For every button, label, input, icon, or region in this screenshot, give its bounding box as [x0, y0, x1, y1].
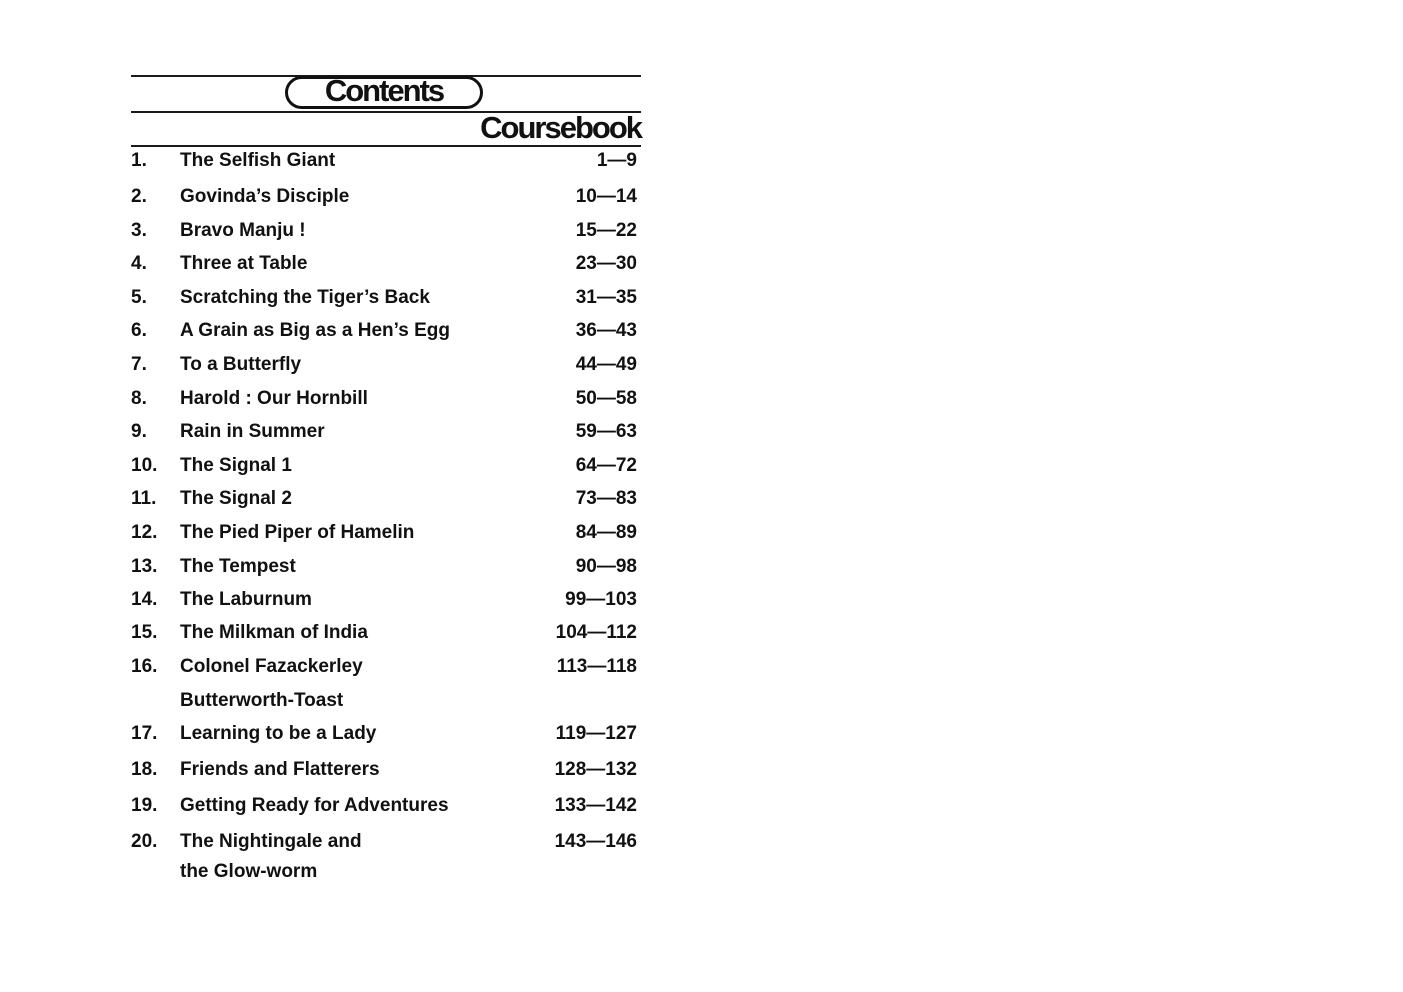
entry-number: 14. — [131, 589, 158, 610]
entry-title-line: Bravo Manju ! — [180, 220, 306, 241]
entry-title-line: Harold : Our Hornbill — [180, 388, 368, 409]
entry-title — [180, 283, 430, 313]
entry-title — [180, 755, 380, 785]
toc-entry — [131, 451, 637, 481]
entry-number: 19. — [131, 795, 158, 816]
entry-title-continuation: Butterworth-Toast — [180, 690, 344, 711]
entry-page-range: 84—89 — [575, 522, 637, 543]
entry-page-range: 31—35 — [575, 287, 637, 308]
entry-number: 12. — [131, 522, 158, 543]
entry-number: 18. — [131, 759, 158, 780]
entry-page-range: 36—43 — [575, 320, 637, 341]
entry-page-range: 104—112 — [555, 622, 637, 643]
toc-entry — [131, 652, 637, 711]
entry-title-line: Friends and Flatterers — [180, 759, 380, 780]
contents-heading-box — [285, 73, 483, 109]
entry-title-line: Govinda’s Disciple — [180, 186, 350, 207]
entry-title-line: The Laburnum — [180, 589, 312, 610]
toc-entry — [131, 791, 637, 821]
entry-page-range: 1—9 — [596, 150, 637, 171]
entry-page-range: 64—72 — [575, 455, 637, 476]
entry-title — [180, 585, 312, 615]
entry-number: 6. — [131, 320, 147, 341]
entry-title-line: Getting Ready for Adventures — [180, 795, 449, 816]
entry-number: 11. — [131, 488, 157, 509]
entry-number: 16. — [131, 656, 158, 677]
entry-page-range: 90—98 — [575, 556, 637, 577]
entry-page-range: 23—30 — [575, 253, 637, 274]
entry-title — [180, 618, 368, 648]
entry-number: 15. — [131, 622, 158, 643]
toc-entry — [131, 146, 637, 176]
entry-title — [180, 484, 292, 514]
entry-title — [180, 652, 363, 716]
entry-title-line: The Signal 1 — [180, 455, 292, 476]
entry-page-range: 59—63 — [575, 421, 637, 442]
toc-entry — [131, 182, 637, 212]
toc-entry — [131, 417, 637, 447]
entry-title — [180, 182, 349, 212]
entry-title-line: The Pied Piper of Hamelin — [180, 522, 415, 543]
toc-entry — [131, 585, 637, 615]
entry-number: 20. — [131, 831, 158, 852]
entry-title-line: Learning to be a Lady — [180, 723, 377, 744]
entry-title — [180, 719, 376, 749]
entry-title — [180, 216, 306, 246]
contents-heading: Contents — [324, 73, 444, 108]
entry-page-range: 73—83 — [575, 488, 637, 509]
entry-title — [180, 791, 449, 821]
toc-entry — [131, 283, 637, 313]
entry-title — [180, 417, 325, 447]
section-title: Coursebook — [480, 110, 641, 145]
entry-number: 9. — [131, 421, 147, 442]
entry-title — [180, 451, 292, 481]
entry-title-continuation: the Glow-worm — [180, 861, 318, 882]
entry-number: 10. — [131, 455, 158, 476]
entry-page-range: 133—142 — [554, 795, 637, 816]
toc-entry — [131, 350, 637, 380]
entry-number: 17. — [131, 723, 158, 744]
entry-title — [180, 316, 450, 346]
toc-entry — [131, 249, 637, 279]
entry-title-line: To a Butterfly — [180, 354, 302, 375]
entry-page-range: 10—14 — [575, 186, 637, 207]
toc-entry — [131, 216, 637, 246]
toc-entry — [131, 484, 637, 514]
entry-page-range: 119—127 — [555, 723, 637, 744]
entry-title-line: The Milkman of India — [180, 622, 368, 643]
entry-number: 4. — [131, 253, 147, 274]
entry-title-line: Rain in Summer — [180, 421, 325, 442]
entry-number: 3. — [131, 220, 147, 241]
entry-page-range: 44—49 — [575, 354, 637, 375]
entry-title — [180, 518, 414, 548]
entry-title-line: The Nightingale and — [180, 831, 362, 852]
toc-entry — [131, 384, 637, 414]
entry-title — [180, 146, 335, 176]
entry-number: 1. — [131, 150, 147, 171]
entry-title-line: The Selfish Giant — [180, 150, 336, 171]
entry-title-line: The Tempest — [180, 556, 296, 577]
entry-page-range: 128—132 — [554, 759, 637, 780]
entry-page-range: 143—146 — [554, 831, 637, 852]
entry-title — [180, 384, 368, 414]
entry-page-range: 50—58 — [575, 388, 637, 409]
toc-entry — [131, 755, 637, 785]
toc-entry — [131, 518, 637, 548]
toc-entry — [131, 719, 637, 749]
entry-number: 13. — [131, 556, 158, 577]
entry-title — [180, 350, 301, 380]
entry-number: 8. — [131, 388, 147, 409]
toc-entry — [131, 618, 637, 648]
entry-title-line: Three at Table — [180, 253, 308, 274]
toc-entry — [131, 316, 637, 346]
toc-entry — [131, 827, 637, 882]
entry-title-line: Colonel Fazackerley — [180, 656, 363, 677]
toc-entry — [131, 552, 637, 582]
entry-page-range: 99—103 — [565, 589, 637, 610]
entry-number: 5. — [131, 287, 147, 308]
entry-title — [180, 827, 362, 887]
entry-number: 7. — [131, 354, 147, 375]
entry-page-range: 15—22 — [575, 220, 637, 241]
entry-number: 2. — [131, 186, 147, 207]
entry-title-line: The Signal 2 — [180, 488, 292, 509]
entry-title-line: Scratching the Tiger’s Back — [180, 287, 430, 308]
entry-title — [180, 552, 296, 582]
entry-page-range: 113—118 — [556, 656, 637, 677]
entry-title-line: A Grain as Big as a Hen’s Egg — [180, 320, 450, 341]
entry-title — [180, 249, 307, 279]
